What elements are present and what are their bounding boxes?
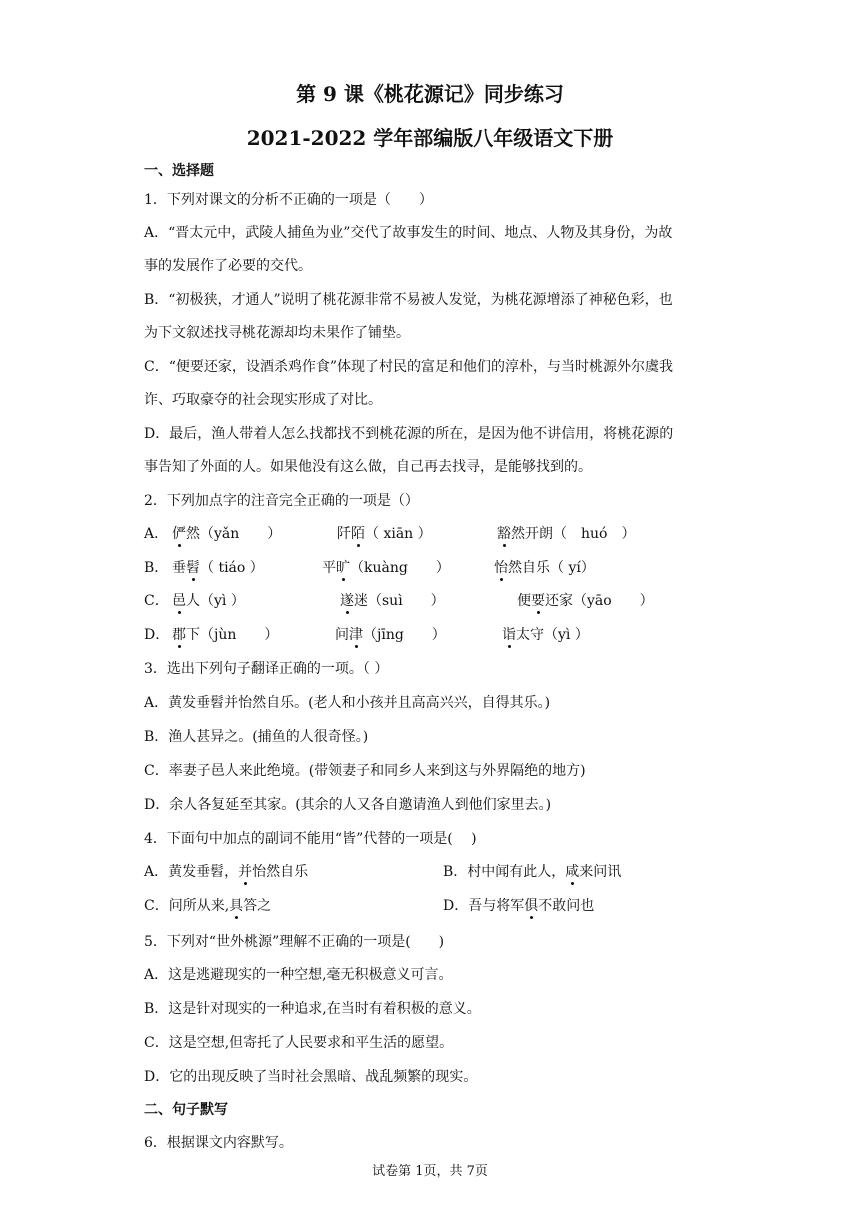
option-text: B．村中闻有此人， bbox=[443, 864, 566, 880]
option-item-2 bbox=[340, 590, 445, 610]
dotted-char: 咸 bbox=[565, 861, 579, 881]
option-item-3 bbox=[494, 557, 595, 577]
dotted-char: 豁 bbox=[497, 523, 511, 543]
dotted-char: 郡 bbox=[172, 624, 186, 644]
option-b: B．渔人甚异之。(捕鱼的人很奇怪。) bbox=[144, 729, 369, 745]
question-stem: 2．下列加点字的注音完全正确的一项是（） bbox=[144, 493, 419, 509]
pinyin-text: 迷（suì ） bbox=[354, 593, 445, 609]
option-text: 怡然自乐 bbox=[252, 864, 309, 880]
question-stem: 1．下列对课文的分析不正确的一项是（ ） bbox=[144, 192, 433, 208]
section-title: 二、句子默写 bbox=[144, 1102, 228, 1118]
option-d bbox=[443, 895, 594, 915]
option-item-2 bbox=[322, 557, 450, 577]
pinyin-text: （ xiān ） bbox=[365, 526, 432, 542]
option-label: D． bbox=[144, 627, 170, 643]
pinyin-text: （jīng ） bbox=[363, 627, 446, 643]
document-subtitle: 2021-2022 学年部编版八年级语文下册 bbox=[246, 126, 614, 150]
pinyin-text: 还家（yāo ） bbox=[545, 593, 654, 609]
word-text: 垂 bbox=[172, 560, 186, 576]
option-item-1 bbox=[172, 624, 278, 644]
option-a: A．黄发垂髫并怡然自乐。(老人和小孩并且高高兴兴，自得其乐。) bbox=[144, 695, 551, 711]
option-item-2 bbox=[335, 624, 446, 644]
option-c: C．率妻子邑人来此绝境。(带领妻子和同乡人来到这与外界隔绝的地方) bbox=[144, 763, 586, 779]
option-text: 不敢问也 bbox=[538, 898, 595, 914]
option-c-line1: C．“便要还家，设酒杀鸡作食”体现了村民的富足和他们的淳朴，与当时桃源外尔虞我 bbox=[144, 359, 674, 375]
option-text: A．黄发垂髫， bbox=[144, 864, 239, 880]
pinyin-text: （kuàng ） bbox=[350, 560, 450, 576]
option-a: A．这是逃避现实的一种空想,毫无积极意义可言。 bbox=[144, 967, 453, 983]
option-item-2 bbox=[337, 523, 432, 543]
document-title: 第 9 课《桃花源记》同步练习 bbox=[296, 82, 564, 106]
option-d-line2: 事告知了外面的人。如果他没有这么做，自己再去找寻，是能够找到的。 bbox=[144, 459, 592, 475]
dotted-char: 诣 bbox=[502, 624, 516, 644]
pinyin-text: 然开朗（ huó ） bbox=[511, 526, 636, 542]
option-b bbox=[443, 861, 621, 881]
option-d: D．它的出现反映了当时社会黑暗、战乱频繁的现实。 bbox=[144, 1069, 478, 1085]
option-item-3 bbox=[502, 624, 589, 644]
question-stem: 3．选出下列句子翻译正确的一项。（ ） bbox=[144, 661, 389, 677]
option-label: A． bbox=[144, 526, 169, 542]
option-d: D．余人各复延至其家。(其余的人又各自邀请渔人到他们家里去。) bbox=[144, 797, 552, 813]
dotted-char: 俨 bbox=[172, 523, 186, 543]
option-b-line2: 为下文叙述找寻桃花源却均未果作了铺垫。 bbox=[144, 325, 410, 341]
option-item-1 bbox=[172, 590, 245, 610]
option-item-1 bbox=[172, 557, 264, 577]
dotted-char: 髫 bbox=[186, 557, 200, 577]
dotted-char: 陌 bbox=[351, 523, 365, 543]
option-c-line2: 诈、巧取豪夺的社会现实形成了对比。 bbox=[144, 392, 382, 408]
pinyin-text: 人（yì ） bbox=[186, 593, 245, 609]
option-item-3 bbox=[497, 523, 635, 543]
option-label: B． bbox=[144, 560, 169, 576]
word-text: 便 bbox=[517, 593, 531, 609]
word-text: 平 bbox=[322, 560, 336, 576]
pinyin-text: 然自乐（ yí） bbox=[508, 560, 595, 576]
option-c: C．这是空想,但寄托了人民要求和平生活的愿望。 bbox=[144, 1035, 454, 1051]
pinyin-text: （ tiáo ） bbox=[200, 560, 264, 576]
option-a bbox=[144, 861, 308, 881]
section-title: 一、选择题 bbox=[144, 163, 214, 179]
option-text: D．吾与将军 bbox=[443, 898, 525, 914]
dotted-char: 具 bbox=[229, 895, 243, 915]
pinyin-text: 下（jùn ） bbox=[186, 627, 279, 643]
dotted-char: 要 bbox=[531, 590, 545, 610]
pinyin-text: 然（yǎn ） bbox=[186, 526, 282, 542]
word-text: 阡 bbox=[337, 526, 351, 542]
question-stem: 4．下面句中加点的副词不能用“皆”代替的一项是( ) bbox=[144, 831, 477, 847]
word-text: 问 bbox=[335, 627, 349, 643]
option-c bbox=[144, 895, 271, 915]
option-a-line2: 事的发展作了必要的交代。 bbox=[144, 258, 312, 274]
page-footer: 试卷第 1页，共 7页 bbox=[372, 1164, 488, 1179]
option-text: C．问所从来, bbox=[144, 898, 230, 914]
dotted-char: 邑 bbox=[172, 590, 186, 610]
question-stem: 5．下列对“世外桃源”理解不正确的一项是( ) bbox=[144, 934, 445, 950]
dotted-char: 津 bbox=[349, 624, 363, 644]
option-b: B．这是针对现实的一种追求,在当时有着积极的意义。 bbox=[144, 1001, 481, 1017]
option-text: 答之 bbox=[243, 898, 272, 914]
option-label: C． bbox=[144, 593, 169, 609]
option-item-3 bbox=[517, 590, 654, 610]
dotted-char: 旷 bbox=[336, 557, 350, 577]
dotted-char: 怡 bbox=[494, 557, 508, 577]
option-d-line1: D．最后，渔人带着人怎么找都找不到桃花源的所在，是因为他不讲信用，将桃花源的 bbox=[144, 426, 674, 442]
option-b-line1: B．“初极狭，才通人”说明了桃花源非常不易被人发觉，为桃花源增添了神秘色彩，也 bbox=[144, 292, 673, 308]
question-stem: 6．根据课文内容默写。 bbox=[144, 1135, 293, 1151]
option-a-line1: A．“晋太元中，武陵人捕鱼为业”交代了故事发生的时间、地点、人物及其身份，为故 bbox=[144, 225, 673, 241]
option-text: 来问讯 bbox=[579, 864, 622, 880]
pinyin-text: 太守（yì ） bbox=[516, 627, 589, 643]
option-item-1 bbox=[172, 523, 281, 543]
dotted-char: 遂 bbox=[340, 590, 354, 610]
dotted-char: 俱 bbox=[524, 895, 538, 915]
dotted-char: 并 bbox=[238, 861, 252, 881]
